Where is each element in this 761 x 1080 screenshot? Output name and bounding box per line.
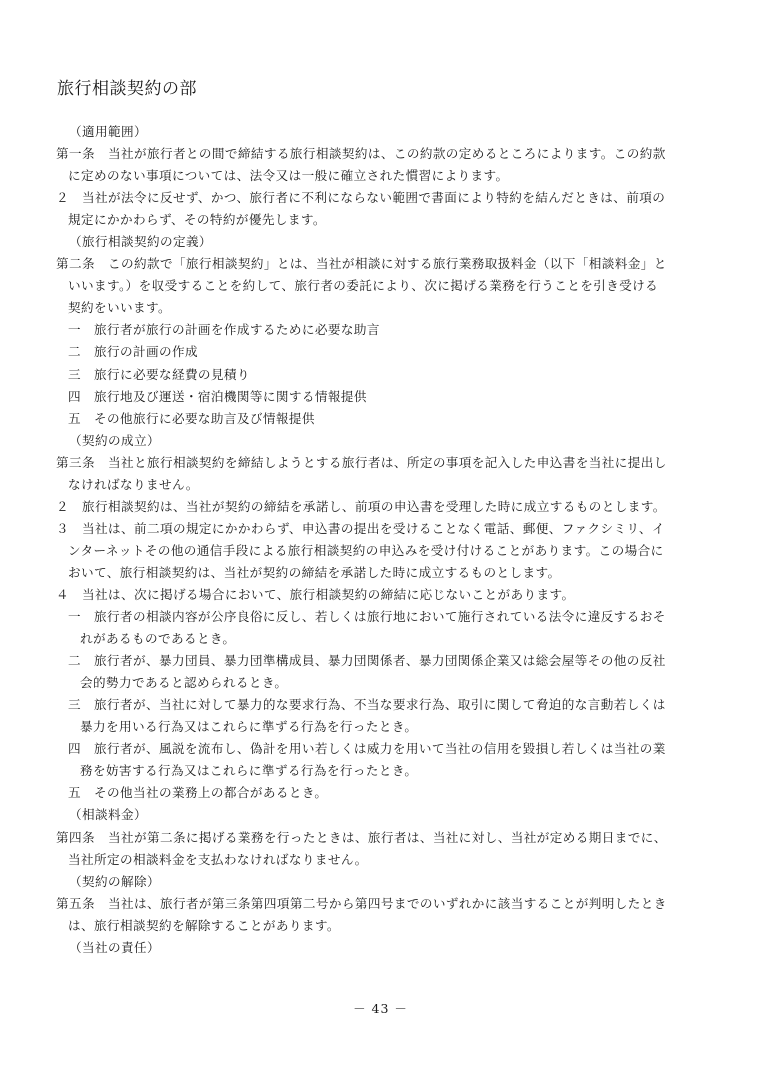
- paragraph-continuation: なければなりません。: [68, 476, 199, 492]
- paragraph-continuation: ンターネットその他の通信手段による旅行相談契約の申込みを受け付けることがあります。この場合に: [68, 542, 664, 558]
- paragraph-line: ３ 当社は、前二項の規定にかかわらず、申込書の提出を受けることなく電話、郵便、ファクシミリ、イ: [56, 520, 665, 536]
- paragraph-line: ２ 当社が法令に反せず、かつ、旅行者に不利にならない範囲で書面により特約を結んだときは、前項の: [56, 190, 666, 206]
- list-item-continuation: 会的勢力であると認められるとき。: [80, 675, 288, 691]
- paragraph-line: 第三条 当社と旅行相談契約を締結しようとする旅行者は、所定の事項を記入した申込書を当社に提出し: [56, 454, 667, 470]
- section-title: 旅行相談契約の部: [57, 79, 197, 99]
- article-heading: （契約の成立）: [69, 432, 160, 448]
- paragraph-line: ２ 旅行相談契約は、当社が契約の締結を承諾し、前項の申込書を受理した時に成立するものとします。: [56, 498, 666, 514]
- paragraph-line: 第二条 この約款で「旅行相談契約」とは、当社が相談に対する旅行業務取扱料金（以下「相談料金」と: [56, 256, 667, 272]
- paragraph-continuation: 当社所定の相談料金を支払わなければなりません。: [68, 851, 368, 867]
- list-item-continuation: 務を妨害する行為又はこれらに準ずる行為を行ったとき。: [80, 763, 418, 779]
- paragraph-continuation: は、旅行相談契約を解除することがあります。: [68, 917, 340, 933]
- list-item: 四 旅行者が、風説を流布し、偽計を用い若しくは威力を用いて当社の信用を毀損し若しくは当社の業: [68, 741, 666, 757]
- list-item: 四 旅行地及び運送・宿泊機関等に関する情報提供: [68, 388, 367, 404]
- paragraph-continuation: 契約をいいます。: [68, 300, 171, 316]
- paragraph-continuation: 規定にかかわらず、その特約が優先します。: [68, 212, 326, 228]
- paragraph-line: ４ 当社は、次に掲げる場合において、旅行相談契約の締結に応じないことがあります。: [56, 586, 575, 602]
- paragraph-continuation: に定めのない事項については、法令又は一般に確立された慣習によります。: [68, 168, 509, 184]
- paragraph-line: 第五条 当社は、旅行者が第三条第四項第二号から第四号までのいずれかに該当することが判明したとき: [56, 895, 667, 911]
- list-item-continuation: れがあるものであるとき。: [80, 631, 236, 647]
- article-heading: （相談料金）: [69, 807, 147, 823]
- paragraph-continuation: おいて、旅行相談契約は、当社が契約の締結を承諾した時に成立するものとします。: [68, 564, 561, 580]
- list-item: 一 旅行者が旅行の計画を作成するために必要な助言: [68, 322, 380, 338]
- page-number: － 43 －: [353, 1001, 408, 1016]
- article-heading: （適用範囲）: [69, 124, 147, 139]
- list-item: 二 旅行者が、暴力団員、暴力団準構成員、暴力団関係者、暴力団関係企業又は総会屋等その他の反社: [68, 653, 666, 669]
- article-heading: （契約の解除）: [69, 873, 160, 889]
- paragraph-continuation: いいます。）を収受することを約して、旅行者の委託により、次に掲げる業務を行うことを引き受ける: [68, 278, 659, 294]
- paragraph-line: 第四条 当社が第二条に掲げる業務を行ったときは、旅行者は、当社に対し、当社が定める期日までに、: [56, 829, 667, 845]
- article-heading: （旅行相談契約の定義）: [69, 234, 212, 250]
- list-item: 三 旅行者が、当社に対して暴力的な要求行為、不当な要求行為、取引に関して脅迫的な言動若しくは: [68, 697, 666, 713]
- paragraph-line: 第一条 当社が旅行者との間で締結する旅行相談契約は、この約款の定めるところによります。この約款: [56, 146, 666, 162]
- document-body: [56, 121, 712, 959]
- list-item-continuation: 暴力を用いる行為又はこれらに準ずる行為を行ったとき。: [80, 719, 418, 735]
- list-item: 二 旅行の計画の作成: [68, 344, 198, 360]
- list-item: 五 その他旅行に必要な助言及び情報提供: [68, 410, 315, 426]
- list-item: 五 その他当社の業務上の都合があるとき。: [68, 785, 328, 801]
- list-item: 三 旅行に必要な経費の見積り: [68, 366, 250, 382]
- article-heading: （当社の責任）: [69, 939, 160, 955]
- list-item: 一 旅行者の相談内容が公序良俗に反し、若しくは旅行地において施行されている法令に違反するおそ: [68, 609, 666, 625]
